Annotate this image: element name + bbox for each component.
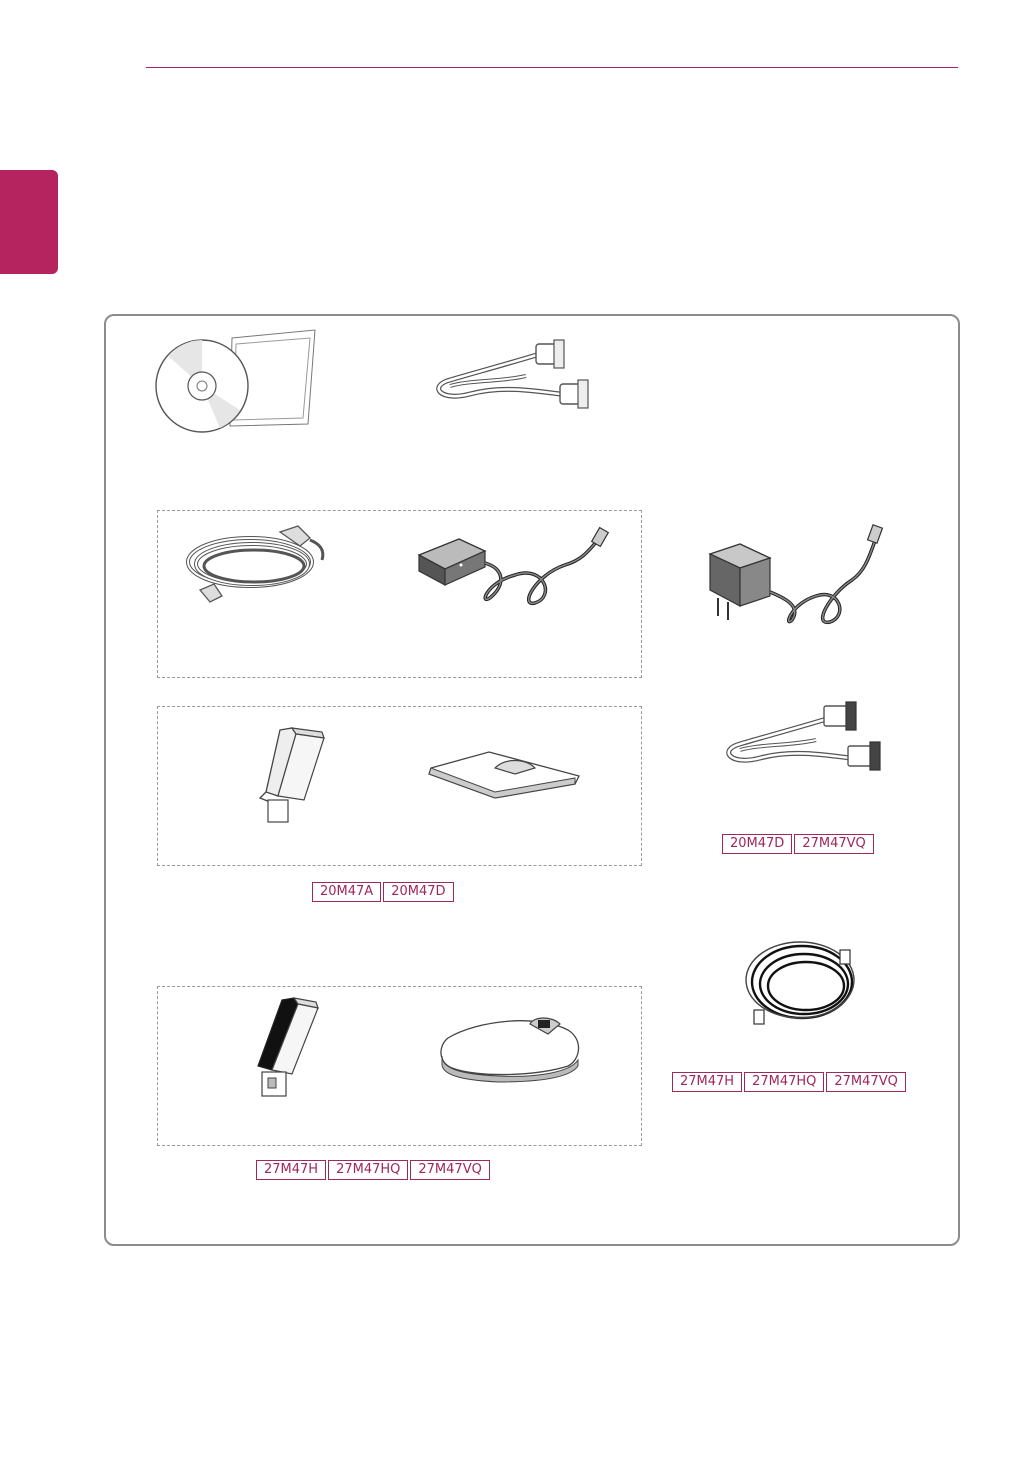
lan-cable-illustration — [744, 938, 864, 1030]
model-tag: 20M47A — [312, 882, 381, 902]
model-tag: 20M47D — [722, 834, 792, 854]
dvi-cable-model-tags — [722, 834, 874, 854]
chapter-side-tab — [0, 170, 58, 274]
header-rule — [146, 67, 958, 68]
model-tag: 20M47D — [383, 882, 453, 902]
stand-base-20-illustration — [425, 748, 585, 803]
stand-body-20-illustration — [248, 726, 328, 826]
model-tag: 27M47HQ — [328, 1160, 408, 1180]
model-tag: 27M47HQ — [744, 1072, 824, 1092]
model-tag: 27M47VQ — [794, 834, 873, 854]
stand-base-27-illustration — [438, 1012, 588, 1084]
model-tag: 27M47VQ — [410, 1160, 489, 1180]
dsub-cable-illustration — [430, 336, 600, 416]
adapter-illustration — [415, 525, 615, 610]
model-tag: 27M47H — [672, 1072, 742, 1092]
cd-manual-illustration — [150, 326, 325, 438]
model-tag: 27M47H — [256, 1160, 326, 1180]
lan-cable-model-tags — [672, 1072, 906, 1092]
wall-adapter-illustration — [700, 524, 890, 629]
dvi-cable-illustration — [720, 700, 890, 780]
stand-27-model-tags — [256, 1160, 490, 1180]
stand-body-27-illustration — [246, 996, 326, 1102]
model-tag: 27M47VQ — [826, 1072, 905, 1092]
stand-20-model-tags — [312, 882, 454, 902]
power-cord-illustration — [180, 520, 340, 610]
